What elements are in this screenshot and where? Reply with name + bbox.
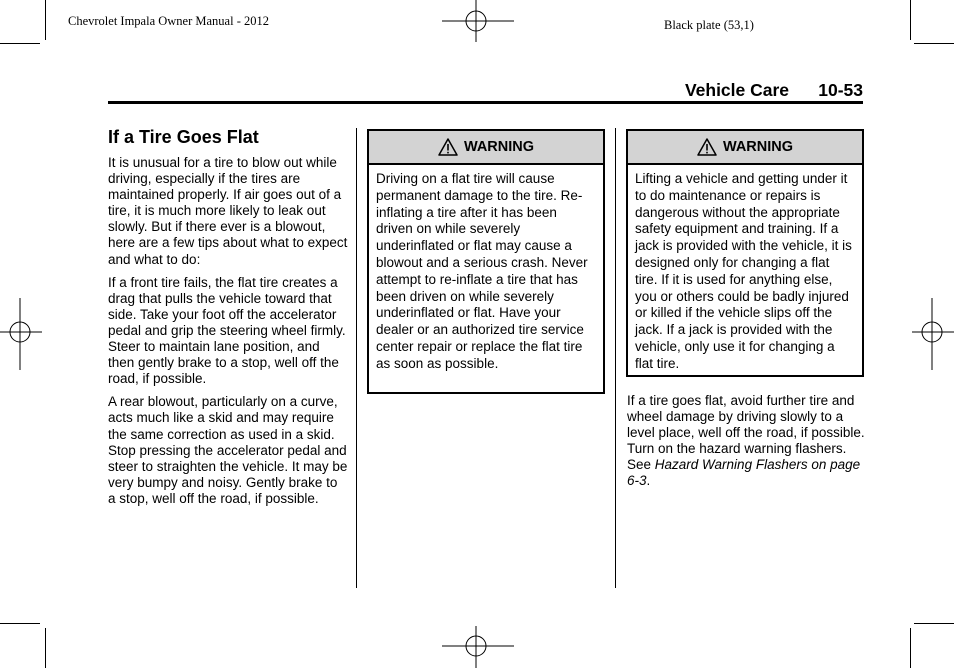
warning-label: WARNING xyxy=(463,139,535,155)
section-title: If a Tire Goes Flat xyxy=(108,127,259,147)
warning-header xyxy=(628,131,862,165)
section-name: Vehicle Care xyxy=(684,80,790,100)
column-divider xyxy=(356,128,357,588)
warning-text: Lifting a vehicle and getting under it to do maintenance or repairs is dangerous without the appropriate safety equipment and training. If a jack is provided with the vehicle, it is designed only for changing a flat tire. If it is used for anything else, you or others could be badly injured or killed if the vehicle slips off the jack. If a jack is provided with the vehicle, only use it for changing a flat tire. xyxy=(635,171,852,371)
paragraph: If a front tire fails, the flat tire creates a drag that pulls the vehicle toward that side. Take your foot off the accelerator pedal and grip the steering wheel firmly. Steer to maintain lane position, and then gently brake to a stop, well off the road, if possible. xyxy=(108,274,346,387)
registration-mark-right xyxy=(910,296,954,372)
paragraph-end: . xyxy=(646,473,651,489)
plate-label: Black plate (53,1) xyxy=(664,18,754,32)
warning-header xyxy=(369,131,603,165)
paragraph: A rear blowout, particularly on a curve, acts much like a skid and may require the same correction as used in a skid. Stop pressing the accelerator pedal and steer to straighten the vehicle. It may be very bumpy and noisy. Gently brake to a stop, well off the road, if possible. xyxy=(108,394,348,506)
column-1-body xyxy=(108,155,348,514)
section-header xyxy=(685,80,863,101)
manual-title: Chevrolet Impala Owner Manual - 2012 xyxy=(68,14,269,28)
warning-label: WARNING xyxy=(722,139,794,155)
paragraph-text: If a tire goes flat, avoid further tire and wheel damage by driving slowly to a level place, well off the road, if possible. Turn on the hazard warning flashers. See xyxy=(627,393,865,473)
warning-icon xyxy=(697,138,717,156)
page-number: 10-53 xyxy=(818,80,863,100)
column-3-body xyxy=(627,393,867,490)
registration-mark-left xyxy=(0,296,44,372)
header-rule xyxy=(108,101,863,104)
registration-mark-top xyxy=(440,0,516,44)
cross-reference-link[interactable]: Hazard Warning Flashers on page 6-3 xyxy=(627,457,861,489)
paragraph xyxy=(627,393,867,490)
warning-text: Driving on a flat tire will cause permanent damage to the tire. Re-inflating a tire after it has been driven on while severely underinflated or flat may cause a blowout and a serious crash. Never attempt to re-inflate a tire that has been driven on while severely underinflated or flat. Have your dealer or an authorized tire service center repair or replace the flat tire as soon as possible. xyxy=(376,171,588,371)
warning-box xyxy=(367,129,605,394)
warning-box xyxy=(626,129,864,377)
column-divider xyxy=(615,128,616,588)
warning-icon xyxy=(438,138,458,156)
registration-mark-bottom xyxy=(440,624,516,668)
paragraph: It is unusual for a tire to blow out while driving, especially if the tires are maintained properly. If air goes out of a tire, it is much more likely to leak out slowly. But if there ever is a blowout, here are a few tips about what to expect and what to do: xyxy=(108,155,348,267)
